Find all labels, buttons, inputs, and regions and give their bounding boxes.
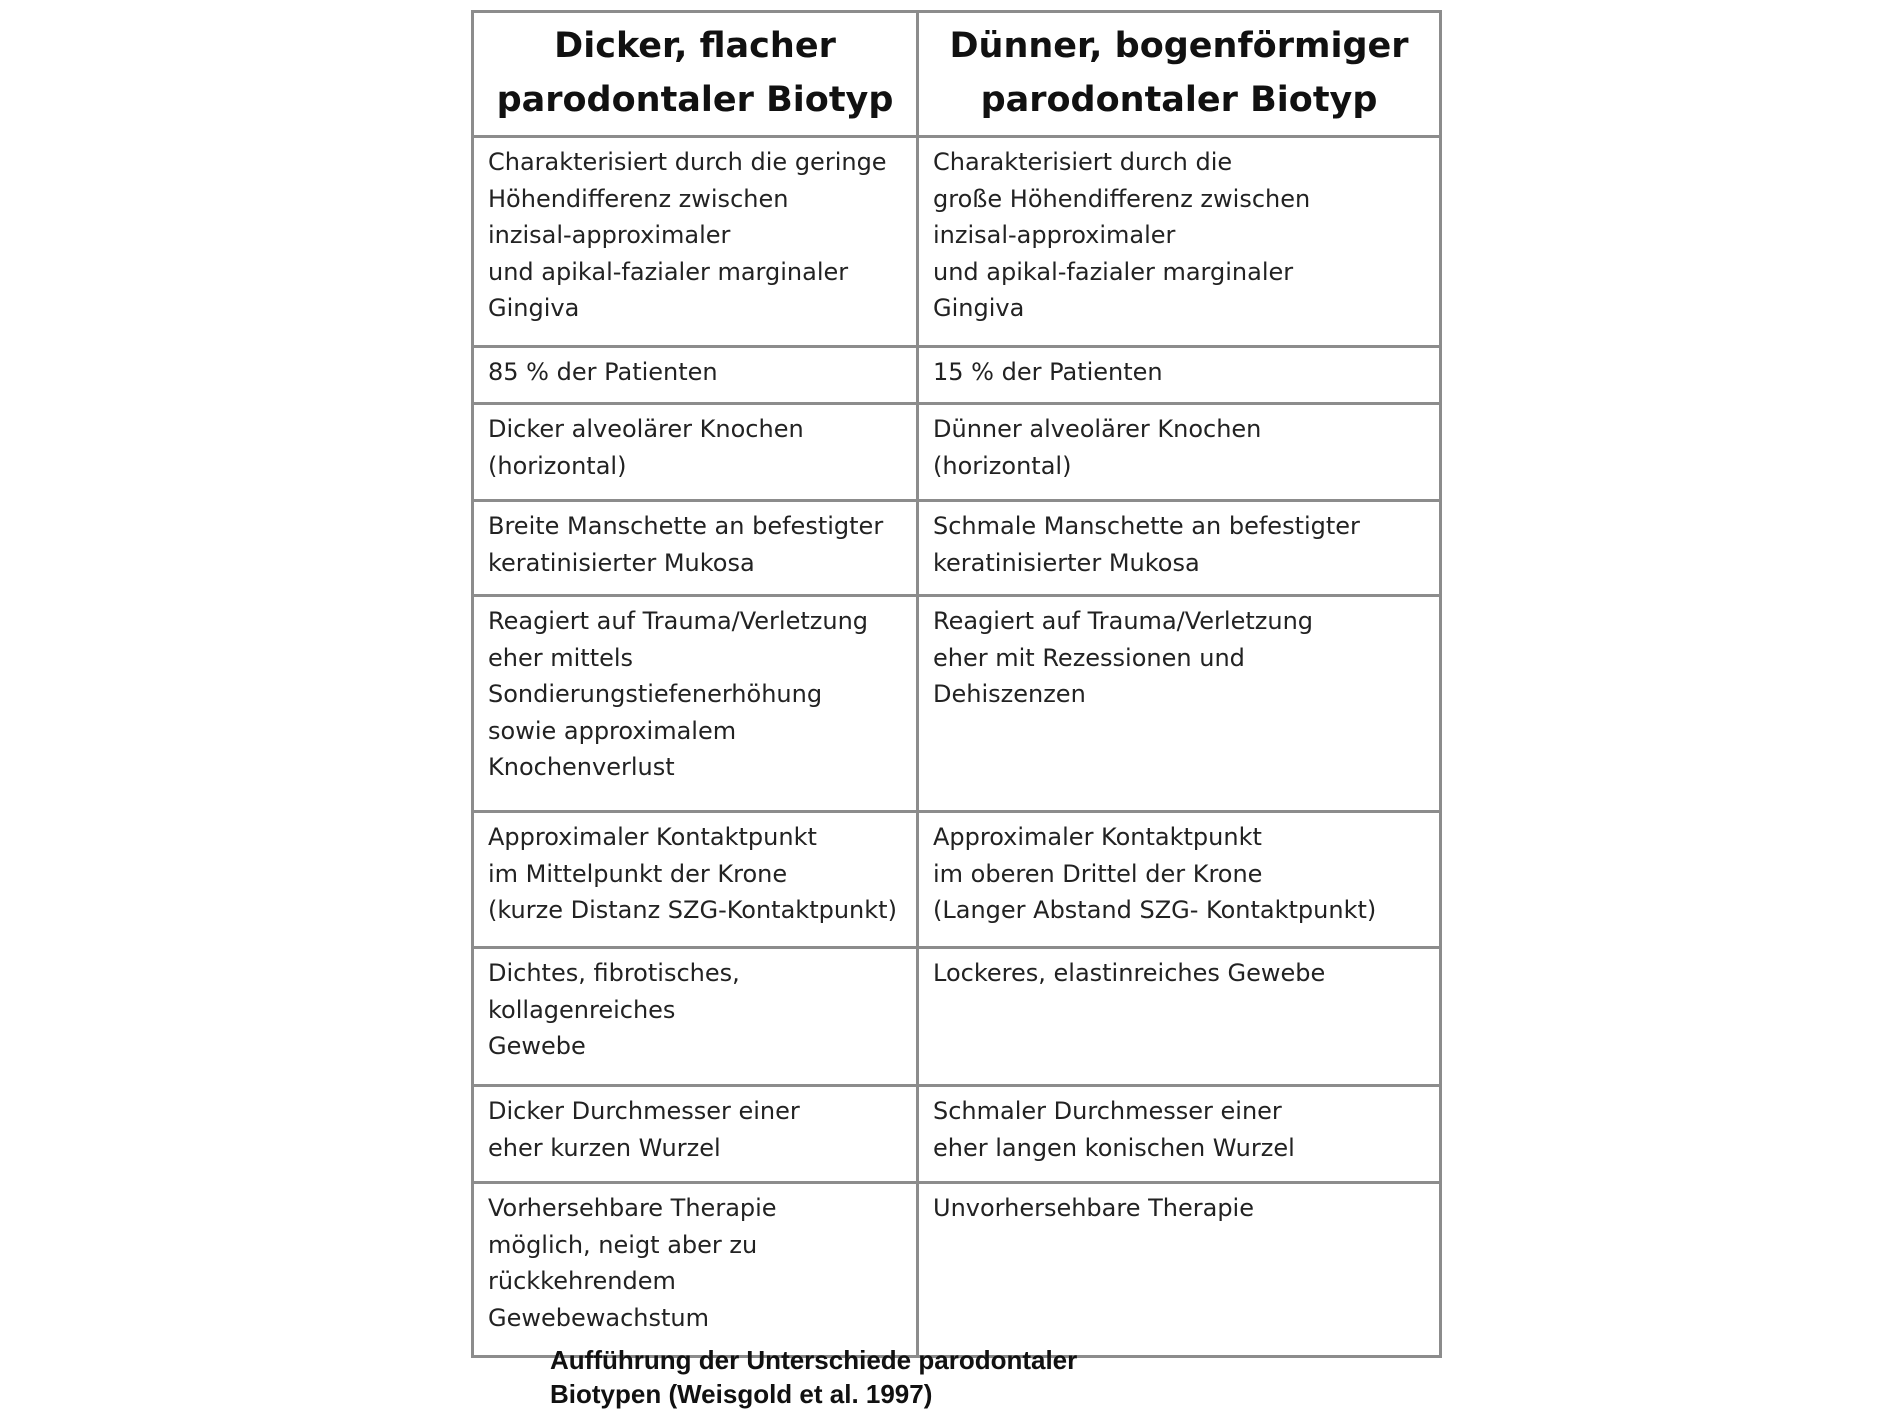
table-row [473, 501, 1441, 596]
table-cell: Charakterisiert durch die große Höhendifferenz zwischen inzisal-approximaler und apikal-fazialer marginaler Gingiva [918, 137, 1441, 347]
table-cell: 15 % der Patienten [918, 347, 1441, 404]
figure-caption: Aufführung der Unterschiede parodontaler Biotypen (Weisgold et al. 1997) [550, 1345, 1078, 1409]
table-cell: Lockeres, elastinreiches Gewebe [918, 948, 1441, 1086]
table-header-row [473, 12, 1441, 137]
table-cell: Breite Manschette an befestigter keratinisierter Mukosa [473, 501, 918, 596]
table-cell: Reagiert auf Trauma/Verletzung eher mittels Sondierungstiefenerhöhung sowie approximalem Knochenverlust [473, 596, 918, 812]
table-cell: Dicker alveolärer Knochen (horizontal) [473, 404, 918, 501]
table-row [473, 1183, 1441, 1357]
table-cell: Charakterisiert durch die geringe Höhendifferenz zwischen inzisal-approximaler und apikal-fazialer marginaler Gingiva [473, 137, 918, 347]
header-thin-scalloped-biotype: Dünner, bogenförmiger parodontaler Biotyp [918, 12, 1441, 137]
biotype-comparison-table-wrapper [471, 10, 1439, 1358]
table-row [473, 948, 1441, 1086]
biotype-comparison-table [471, 10, 1442, 1358]
table-row [473, 812, 1441, 948]
table-cell: Approximaler Kontaktpunkt im oberen Drittel der Krone (Langer Abstand SZG- Kontaktpunkt) [918, 812, 1441, 948]
table-row [473, 596, 1441, 812]
table-cell: Schmaler Durchmesser einer eher langen konischen Wurzel [918, 1086, 1441, 1183]
table-row [473, 137, 1441, 347]
table-cell: Vorhersehbare Therapie möglich, neigt aber zu rückkehrendem Gewebewachstum [473, 1183, 918, 1357]
table-cell: Dichtes, fibrotisches, kollagenreiches Gewebe [473, 948, 918, 1086]
table-row [473, 404, 1441, 501]
table-cell: Dünner alveolärer Knochen (horizontal) [918, 404, 1441, 501]
table-cell: Reagiert auf Trauma/Verletzung eher mit Rezessionen und Dehiszenzen [918, 596, 1441, 812]
table-row [473, 347, 1441, 404]
table-cell: 85 % der Patienten [473, 347, 918, 404]
table-cell: Schmale Manschette an befestigter keratinisierter Mukosa [918, 501, 1441, 596]
table-cell: Unvorhersehbare Therapie [918, 1183, 1441, 1357]
header-thick-flat-biotype: Dicker, flacher parodontaler Biotyp [473, 12, 918, 137]
table-cell: Approximaler Kontaktpunkt im Mittelpunkt der Krone (kurze Distanz SZG-Kontaktpunkt) [473, 812, 918, 948]
table-cell: Dicker Durchmesser einer eher kurzen Wurzel [473, 1086, 918, 1183]
table-row [473, 1086, 1441, 1183]
